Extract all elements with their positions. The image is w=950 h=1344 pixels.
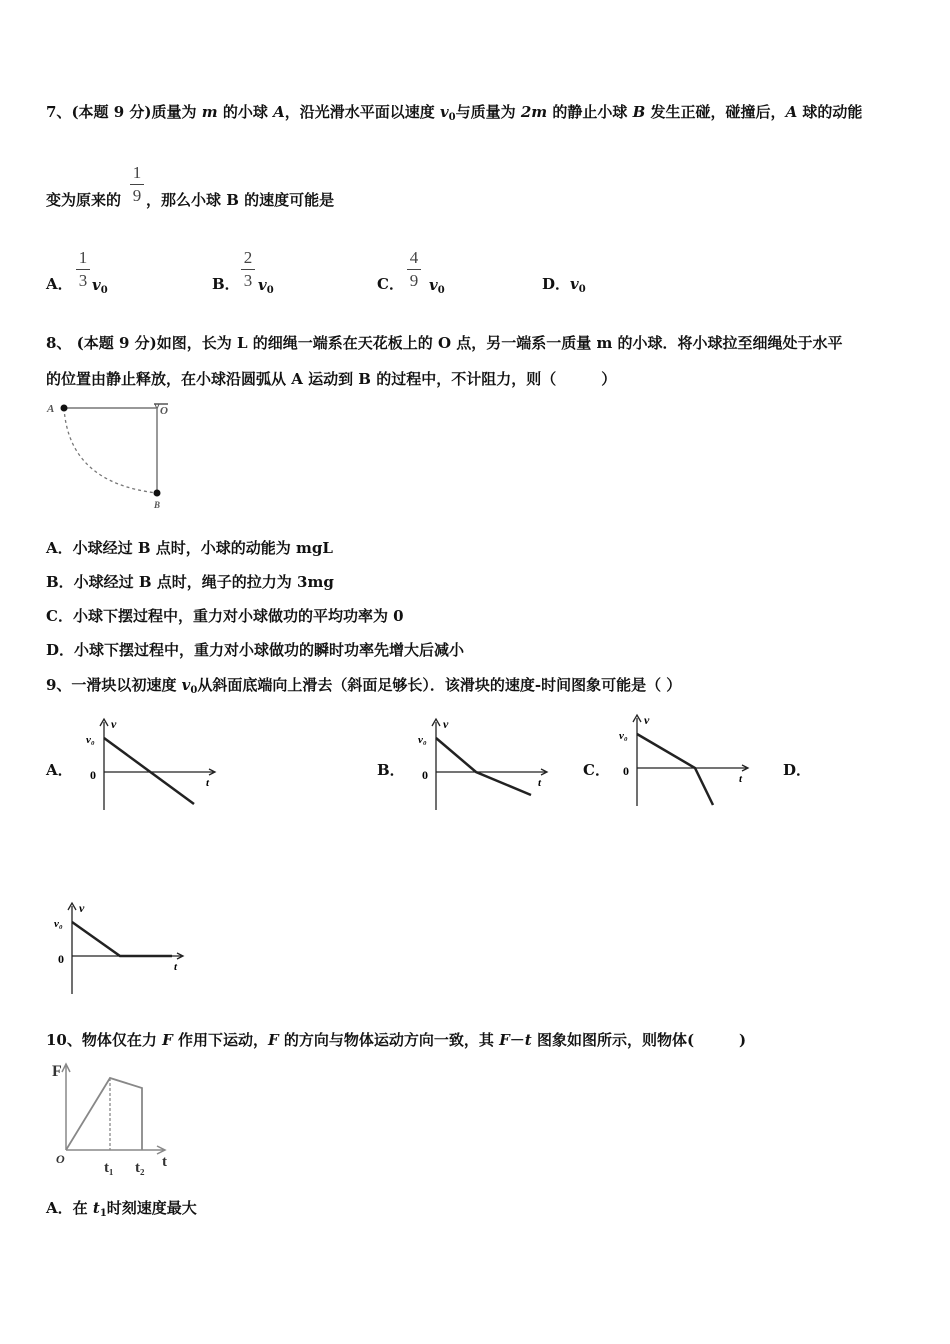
label-a: A bbox=[47, 403, 55, 415]
q7-option-a-label: A． bbox=[46, 275, 73, 293]
force-line bbox=[66, 1078, 142, 1150]
label-b: B bbox=[154, 500, 161, 510]
q8-option-a: A．小球经过 B 点时，小球的动能为 mgL bbox=[46, 539, 333, 557]
ball-at-b bbox=[154, 490, 161, 497]
q9-label-c: C． bbox=[583, 761, 610, 779]
q7-option-a-v0: $v_0$ bbox=[92, 276, 108, 296]
q7-option-c-fraction: 4 9 bbox=[407, 248, 421, 291]
f-label: F bbox=[52, 1063, 62, 1080]
q10-option-a: A．在 $t_1$时刻速度最大 bbox=[46, 1199, 197, 1219]
q7-option-b-v0: $v_0$ bbox=[258, 276, 274, 296]
q9-graph-c bbox=[617, 712, 757, 812]
q9-graph-d bbox=[54, 900, 194, 996]
velocity-line bbox=[436, 738, 531, 795]
q7-option-c-label: C． bbox=[377, 275, 404, 293]
q8-line1: 8、 (本题 9 分)如图，长为 L 的细绳一端系在天花板上的 O 点，另一端系一质量 m 的小球．将小球拉至细绳处于水平 bbox=[46, 334, 843, 352]
v-label: v bbox=[79, 901, 85, 915]
origin-label: O bbox=[56, 1152, 65, 1166]
t-label: t bbox=[538, 777, 542, 789]
q8-option-d: D．小球下摆过程中，重力对小球做功的瞬时功率先增大后减小 bbox=[46, 641, 465, 659]
q7-option-a-fraction: 1 3 bbox=[76, 248, 90, 291]
q7-fraction-one-ninth: 1 9 bbox=[130, 163, 144, 206]
t-label: t bbox=[174, 961, 178, 973]
q9-graph-a bbox=[84, 716, 224, 812]
zero-label: 0 bbox=[90, 768, 96, 782]
q9-graph-b bbox=[416, 716, 556, 812]
q7-option-b-fraction: 2 3 bbox=[241, 248, 255, 291]
v-label: v bbox=[644, 713, 650, 727]
q10-stem: 10、物体仅在力 F 作用下运动，F 的方向与物体运动方向一致，其 F－t 图象如图所示，则物体( ) bbox=[46, 1031, 747, 1049]
q7-option-b-label: B． bbox=[212, 275, 240, 293]
t-label: t bbox=[162, 1154, 167, 1170]
zero-label: 0 bbox=[422, 768, 428, 782]
v-label: v bbox=[443, 717, 449, 731]
v0-label: v₀ bbox=[54, 918, 63, 930]
q10-force-time-figure bbox=[46, 1060, 186, 1182]
q7-line1: 7、(本题 9 分)质量为 m 的小球 A，沿光滑水平面以速度 $v_0$与质量为 2m 的静止小球 B 发生正碰，碰撞后，A 球的动能 bbox=[46, 103, 863, 123]
zero-label: 0 bbox=[58, 952, 64, 966]
t-label: t bbox=[739, 773, 743, 785]
q7-line2-post: ，那么小球 B 的速度可能是 bbox=[146, 191, 335, 209]
ball-at-a bbox=[61, 405, 68, 412]
q9-label-b: B． bbox=[377, 761, 405, 779]
q7-option-c-v0: $v_0$ bbox=[429, 276, 445, 296]
velocity-line bbox=[72, 922, 172, 956]
velocity-line bbox=[637, 734, 713, 805]
q8-line2: 的位置由静止释放，在小球沿圆弧从 A 运动到 B 的过程中，不计阻力，则（ ） bbox=[46, 370, 617, 388]
velocity-line bbox=[104, 738, 194, 804]
t-label: t bbox=[206, 777, 210, 789]
t2-label: t₂ bbox=[135, 1160, 145, 1176]
zero-label: 0 bbox=[623, 764, 629, 778]
q8-option-c: C．小球下摆过程中，重力对小球做功的平均功率为 0 bbox=[46, 607, 404, 625]
label-o: O bbox=[160, 405, 168, 417]
v0-label: v₀ bbox=[619, 730, 628, 742]
arc-path bbox=[64, 408, 157, 493]
q9-label-d: D． bbox=[783, 761, 812, 779]
v0-label: v₀ bbox=[86, 734, 95, 746]
q9-stem: 9、一滑块以初速度 $v_0$从斜面底端向上滑去（斜面足够长）．该滑块的速度-时间图象可能是（ ） bbox=[46, 676, 682, 696]
v-label: v bbox=[111, 717, 117, 731]
v0-label: v₀ bbox=[418, 734, 427, 746]
q9-label-a: A． bbox=[46, 761, 73, 779]
q8-pendulum-figure bbox=[44, 398, 184, 513]
t1-label: t₁ bbox=[104, 1160, 114, 1176]
q7-option-d: D．$v_0$ bbox=[542, 275, 586, 295]
q7-line2-pre: 变为原来的 bbox=[46, 191, 122, 209]
q8-option-b: B．小球经过 B 点时，绳子的拉力为 3mg bbox=[46, 573, 334, 591]
